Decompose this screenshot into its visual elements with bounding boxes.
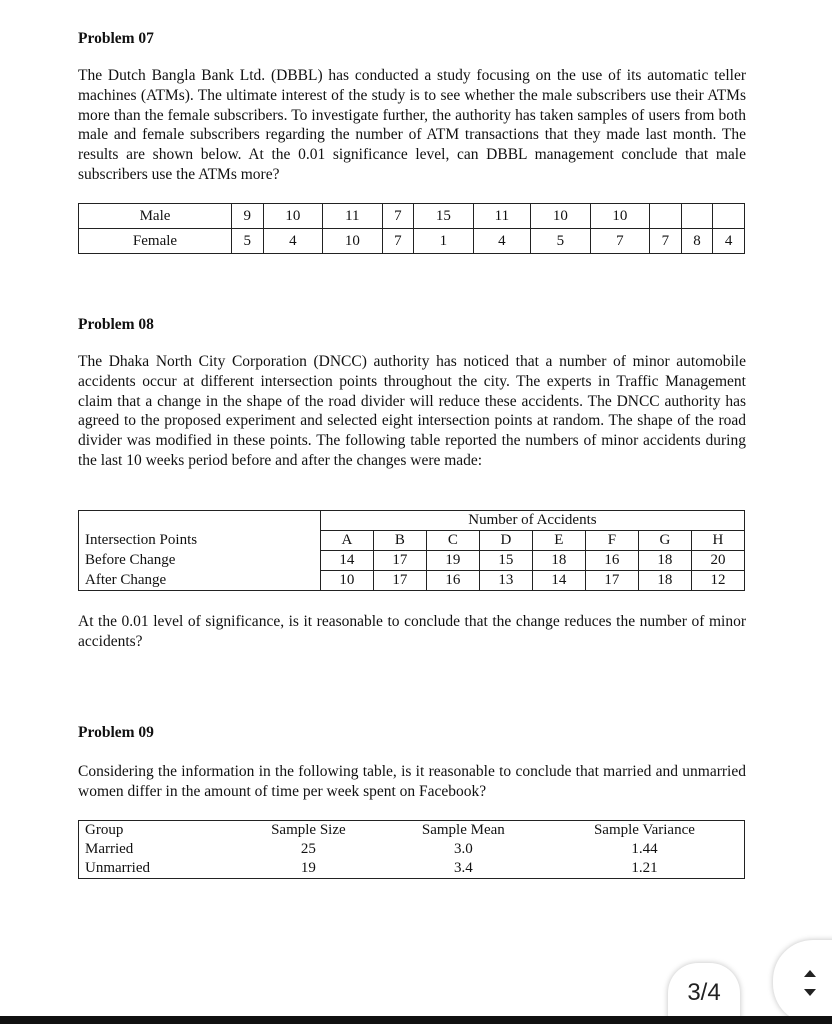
- table-cell: 4: [473, 229, 530, 254]
- table-cell: 20: [691, 551, 744, 571]
- table-cell: 19: [426, 551, 479, 571]
- table-row: [79, 229, 745, 254]
- table-cell: 5: [232, 229, 264, 254]
- table-cell: 7: [650, 229, 682, 254]
- table-cell: 10: [531, 204, 590, 229]
- table-cell: 17: [373, 551, 426, 571]
- table-row: [79, 840, 745, 859]
- table-cell: 10: [320, 571, 373, 591]
- table-cell: 13: [479, 571, 532, 591]
- row-label-points: Intersection Points: [79, 531, 321, 551]
- page-indicator[interactable]: 3/4: [668, 963, 740, 1023]
- table-row: [79, 551, 745, 571]
- table-row: [79, 571, 745, 591]
- atm-transactions-table: [78, 203, 745, 254]
- table-header-cell: Sample Variance: [545, 821, 745, 841]
- table-cell: [681, 204, 713, 229]
- row-label-male: Male: [79, 204, 232, 229]
- table-cell: A: [320, 531, 373, 551]
- table-cell: 18: [638, 551, 691, 571]
- table-row: [79, 859, 745, 879]
- table-row: [79, 204, 745, 229]
- scroll-arrows-icon[interactable]: [803, 968, 817, 998]
- problem-07-text: The Dutch Bangla Bank Ltd. (DBBL) has conducted a study focusing on the use of its automatic teller machines (ATMs). The ultimate interest of the study is to see whether the male subscribers use their ATMs more than the female subscribers. To investigate further, the authority has taken samples of users from both male and female subscribers regarding the number of ATM transactions that they made last month. The results are shown below. At the 0.01 significance level, can DBBL management conclude that male subscribers use the ATMs more?: [78, 67, 746, 183]
- table-cell: 8: [681, 229, 713, 254]
- table-cell: 18: [638, 571, 691, 591]
- table-cell: 16: [426, 571, 479, 591]
- table-cell: 11: [323, 204, 382, 229]
- accidents-table: [78, 510, 745, 591]
- table-cell: 3.4: [382, 859, 545, 879]
- table-cell: 16: [585, 551, 638, 571]
- problem-08-title: Problem 08: [78, 316, 154, 333]
- table-cell: 9: [232, 204, 264, 229]
- table-cell: 1: [414, 229, 473, 254]
- table-cell: [650, 204, 682, 229]
- problem-07-title: Problem 07: [78, 30, 154, 47]
- table-cell: C: [426, 531, 479, 551]
- facebook-time-table: [78, 820, 745, 879]
- problem-08-text: The Dhaka North City Corporation (DNCC) authority has noticed that a number of minor automobile accidents occur at different intersection points throughout the city. The experts in Traffic Management claim that a change in the shape of the road divider will reduce these accidents. The DNCC authority has agreed to the proposed experiment and selected eight intersection points at random. The shape of the road divider was modified in these points. The following table reported the numbers of minor accidents during the last 10 weeks period before and after the changes were made:: [78, 353, 746, 469]
- table-cell: 4: [263, 229, 322, 254]
- table-cell: H: [691, 531, 744, 551]
- table-cell: 10: [590, 204, 649, 229]
- table-row: [79, 531, 745, 551]
- table-header-cell: Group: [79, 821, 236, 841]
- table-cell: 11: [473, 204, 530, 229]
- row-label-before: Before Change: [79, 551, 321, 571]
- table-cell: 1.44: [545, 840, 745, 859]
- table-cell: 15: [479, 551, 532, 571]
- table-cell: 15: [414, 204, 473, 229]
- table-cell: 3.0: [453, 841, 473, 857]
- table-cell: 14: [320, 551, 373, 571]
- table-cell: F: [585, 531, 638, 551]
- table-cell: D: [479, 531, 532, 551]
- page-navigation-handle[interactable]: [773, 940, 832, 1024]
- table-cell: 19: [235, 859, 382, 879]
- table-cell: 17: [585, 571, 638, 591]
- table-cell: 10: [263, 204, 322, 229]
- table-header-cell: Sample Mean: [382, 821, 545, 841]
- table-cell: 18: [532, 551, 585, 571]
- table-cell: Unmarried: [79, 859, 236, 879]
- table-cell: 25: [300, 841, 316, 857]
- row-label-female: Female: [79, 229, 232, 254]
- table-cell: [713, 204, 745, 229]
- table-row: [79, 821, 745, 841]
- table-header-cell: Sample Size: [235, 821, 382, 841]
- table-cell: 7: [382, 229, 414, 254]
- table-cell: 7: [382, 204, 414, 229]
- table-cell: 10: [323, 229, 382, 254]
- table-cell: 17: [373, 571, 426, 591]
- table-cell: 4: [713, 229, 745, 254]
- bottom-bar: [0, 1016, 832, 1024]
- problem-09-text: Considering the information in the following table, is it reasonable to conclude that married and unmarried women differ in the amount of time per week spent on Facebook?: [78, 763, 746, 800]
- problem-09-title: Problem 09: [78, 724, 154, 741]
- table-cell: [79, 511, 321, 531]
- table-cell: B: [373, 531, 426, 551]
- table-cell: E: [532, 531, 585, 551]
- table-cell: 7: [590, 229, 649, 254]
- table-row: [79, 511, 745, 531]
- accidents-group-header: Number of Accidents: [320, 511, 744, 531]
- table-cell: 1.21: [545, 859, 745, 879]
- table-cell: Married: [79, 840, 236, 859]
- table-cell: 12: [691, 571, 744, 591]
- table-cell: 14: [532, 571, 585, 591]
- table-cell: 5: [531, 229, 590, 254]
- table-cell: G: [638, 531, 691, 551]
- problem-08-question: At the 0.01 level of significance, is it reasonable to conclude that the change reduces the number of minor accidents?: [78, 613, 746, 650]
- row-label-after: After Change: [79, 571, 321, 591]
